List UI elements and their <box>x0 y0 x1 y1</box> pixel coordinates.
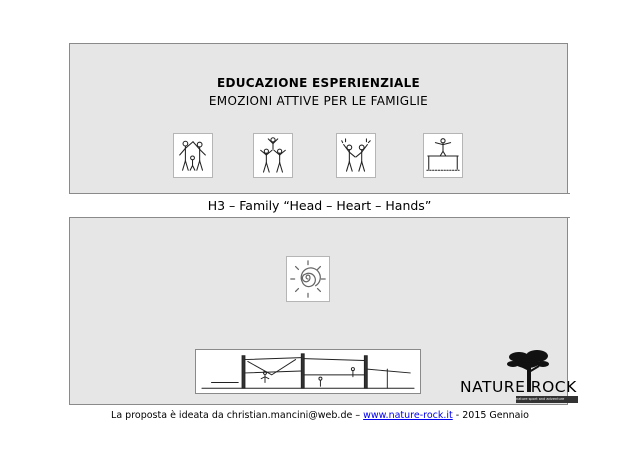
page-title: EDUCAZIONE ESPERIENZIALE <box>216 76 421 90</box>
footer-text: La proposta è ideata da christian.mancini@web.de – <box>111 410 364 421</box>
celebrating-people-icon <box>336 133 376 178</box>
tightrope-walker-icon <box>423 133 463 178</box>
footer-date: - 2015 Gennaio <box>452 410 529 421</box>
course-title-band: H3 – Family “Head – Heart – Hands” <box>69 193 570 218</box>
logo-tagline: nature sport and adventure <box>516 396 578 403</box>
website-link[interactable]: www.nature-rock.it <box>363 410 453 421</box>
spiral-sun-icon <box>286 256 330 302</box>
human-pyramid-icon <box>253 133 293 178</box>
family-group-icon <box>173 133 213 178</box>
nature-rock-logo <box>460 348 580 406</box>
footer-credit <box>0 410 640 421</box>
page-subtitle: EMOZIONI ATTIVE PER LE FAMIGLIE <box>208 94 429 108</box>
rope-course-illustration <box>195 349 421 394</box>
logo-name: NATURE ROCK <box>460 378 577 396</box>
